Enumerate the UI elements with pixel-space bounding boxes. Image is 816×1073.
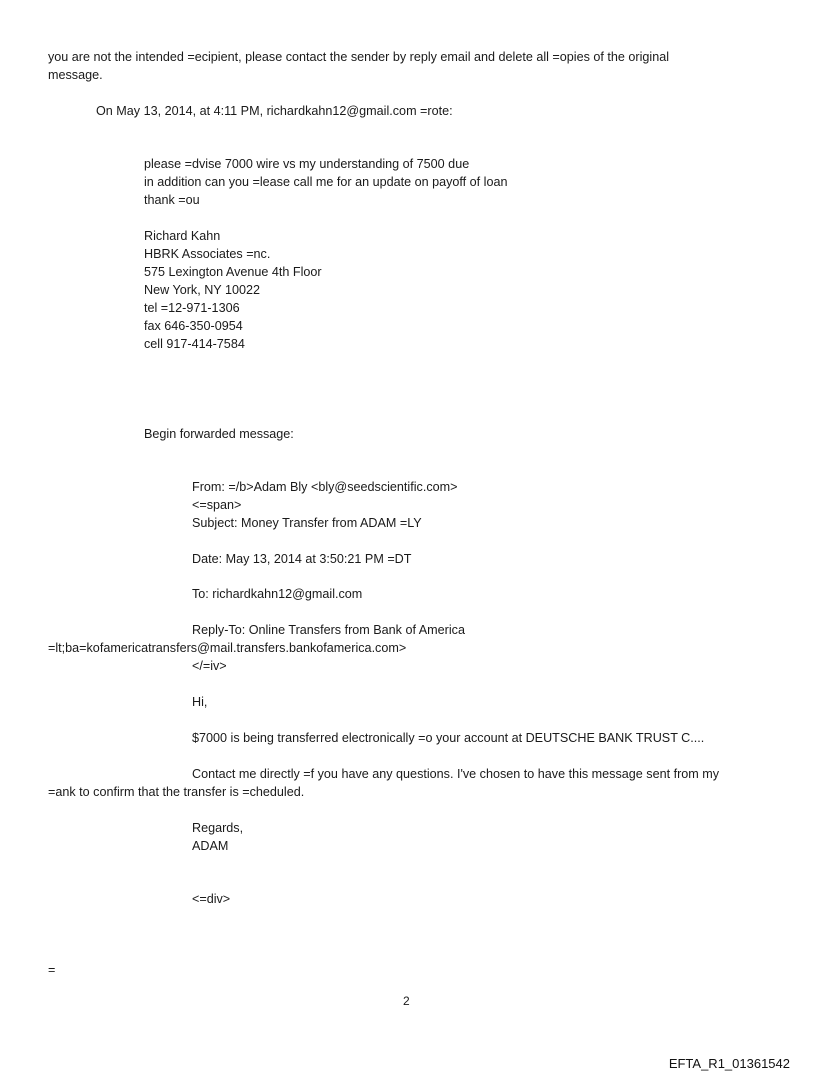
forwarded-div-close: </=iv> (192, 659, 227, 673)
page-number: 2 (403, 994, 410, 1008)
signature-city: New York, NY 10022 (144, 283, 260, 297)
forwarded-reply-to: Reply-To: Online Transfers from Bank of America (192, 623, 465, 637)
forwarded-to: To: richardkahn12@gmail.com (192, 587, 363, 601)
forwarded-span-tag: <=span> (192, 498, 242, 512)
signature-fax: fax 646-350-0954 (144, 319, 243, 333)
trailing-equals: = (48, 963, 56, 977)
intro-line-2: message. (48, 68, 103, 82)
forwarded-div-tag: <=div> (192, 892, 231, 906)
body-line-1: please =dvise 7000 wire vs my understanding of 7500 due (144, 157, 470, 171)
signature-name: Richard Kahn (144, 229, 221, 243)
quote-header: On May 13, 2014, at 4:11 PM, richardkahn12@gmail.com =rote: (96, 104, 453, 118)
body-line-3: thank =ou (144, 193, 200, 207)
forward-label: Begin forwarded message: (144, 427, 294, 441)
signature-tel: tel =12-971-1306 (144, 301, 240, 315)
forwarded-contact-line-2: =ank to confirm that the transfer is =cheduled. (48, 785, 305, 799)
forwarded-contact-line-1: Contact me directly =f you have any questions. I've chosen to have this message sent from my (192, 767, 720, 781)
forwarded-transfer-line: $7000 is being transferred electronically =o your account at DEUTSCHE BANK TRUST C.... (192, 731, 705, 745)
bates-number: EFTA_R1_01361542 (668, 1056, 790, 1071)
forwarded-regards: Regards, (192, 821, 244, 835)
intro-line-1: you are not the intended =ecipient, please contact the sender by reply email and delete all =opies of the original (48, 50, 670, 64)
signature-company: HBRK Associates =nc. (144, 247, 271, 261)
forwarded-greeting: Hi, (192, 695, 208, 709)
forwarded-sender-name: ADAM (192, 839, 229, 853)
signature-cell: cell 917-414-7584 (144, 337, 245, 351)
forwarded-subject: Subject: Money Transfer from ADAM =LY (192, 516, 422, 530)
signature-address: 575 Lexington Avenue 4th Floor (144, 265, 322, 279)
forwarded-from: From: =/b>Adam Bly <bly@seedscientific.com> (192, 480, 458, 494)
forwarded-date: Date: May 13, 2014 at 3:50:21 PM =DT (192, 552, 412, 566)
body-line-2: in addition can you =lease call me for an update on payoff of loan (144, 175, 508, 189)
forwarded-reply-to-address: =lt;ba=kofamericatransfers@mail.transfers.bankofamerica.com> (48, 641, 407, 655)
